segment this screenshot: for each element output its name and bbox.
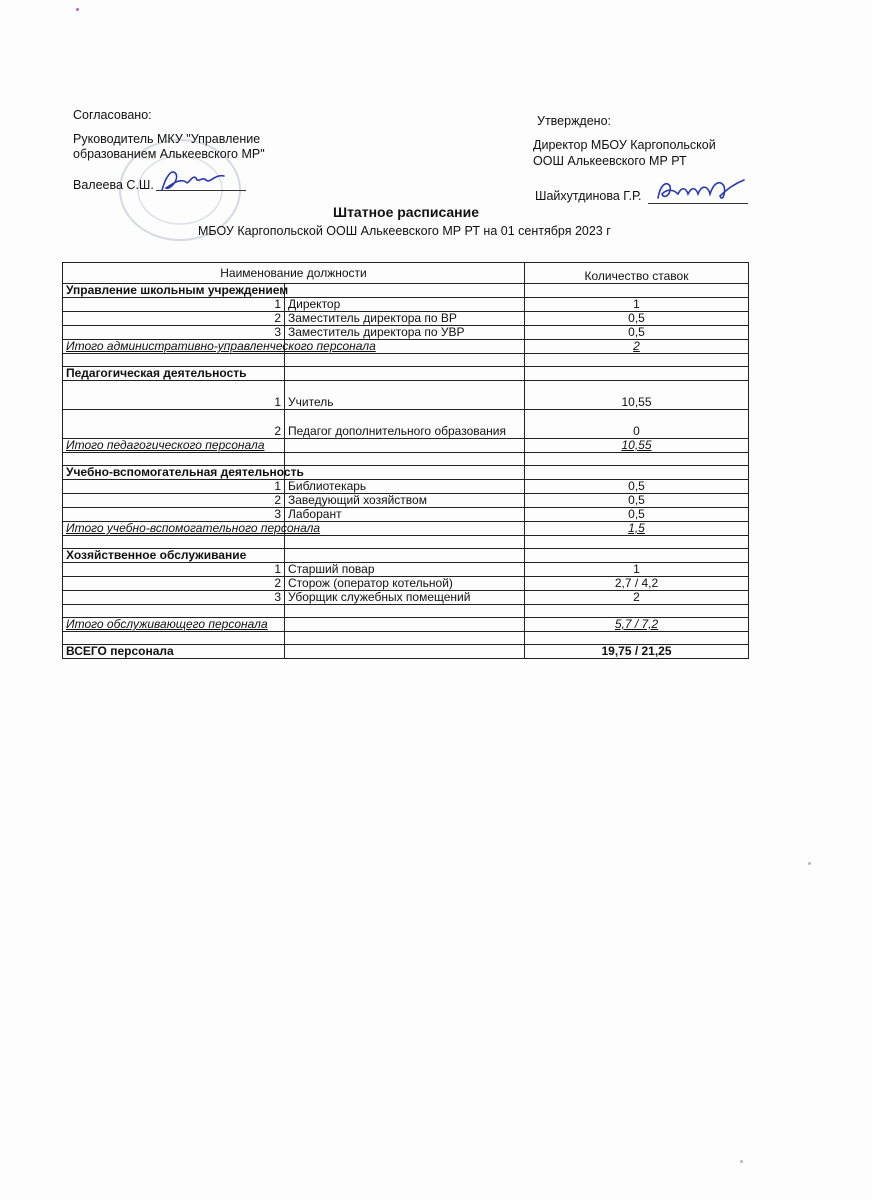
empty-cell xyxy=(285,632,525,645)
rate-value: 0 xyxy=(525,410,749,439)
table-row xyxy=(63,354,749,367)
position-name: Лаборант xyxy=(285,508,525,522)
empty-cell xyxy=(285,522,525,536)
position-name: Директор xyxy=(285,298,525,312)
table-row xyxy=(63,453,749,466)
table-row xyxy=(63,340,749,354)
table-row xyxy=(63,284,749,298)
staffing-table xyxy=(62,262,749,659)
position-name: Библиотекарь xyxy=(285,480,525,494)
row-number: 2 xyxy=(63,312,285,326)
row-number: 1 xyxy=(63,381,285,410)
position-name: Заведующий хозяйством xyxy=(285,494,525,508)
empty-cell xyxy=(525,284,749,298)
table-row xyxy=(63,367,749,381)
row-number: 2 xyxy=(63,494,285,508)
row-number: 3 xyxy=(63,326,285,340)
header-position: Наименование должности xyxy=(63,263,525,284)
position-name: Уборщик служебных помещений xyxy=(285,591,525,605)
document-subtitle: МБОУ Каргопольской ООШ Алькеевского МР РТ на 01 сентября 2023 г xyxy=(198,224,611,238)
position-name: Заместитель директора по ВР xyxy=(285,312,525,326)
empty-cell xyxy=(525,536,749,549)
empty-cell xyxy=(285,284,525,298)
row-number: 2 xyxy=(63,410,285,439)
position-name: Сторож (оператор котельной) xyxy=(285,577,525,591)
table-row xyxy=(63,381,749,410)
section-title: Хозяйственное обслуживание xyxy=(63,549,285,563)
subtotal-label: Итого обслуживающего персонала xyxy=(63,618,285,632)
empty-cell xyxy=(525,605,749,618)
position-name: Учитель xyxy=(285,381,525,410)
approval-right-position-line2: ООШ Алькеевского МР РТ xyxy=(533,154,687,168)
table-row xyxy=(63,439,749,453)
position-name: Заместитель директора по УВР xyxy=(285,326,525,340)
table-row xyxy=(63,632,749,645)
row-number: 1 xyxy=(63,563,285,577)
rate-value: 0,5 xyxy=(525,494,749,508)
empty-cell xyxy=(525,354,749,367)
position-name: Педагог дополнительного образования xyxy=(285,410,525,439)
table-row xyxy=(63,591,749,605)
table-row xyxy=(63,298,749,312)
empty-cell xyxy=(63,354,285,367)
table-row xyxy=(63,312,749,326)
rate-value: 2 xyxy=(525,591,749,605)
header-rate: Количество ставок xyxy=(525,263,749,284)
empty-cell xyxy=(285,367,525,381)
subtotal-value: 5,7 / 7,2 xyxy=(525,618,749,632)
empty-cell xyxy=(525,549,749,563)
approval-left-signer: Валеева С.Ш. xyxy=(73,178,154,192)
section-title: Педагогическая деятельность xyxy=(63,367,285,381)
grand-total-value: 19,75 / 21,25 xyxy=(525,645,749,659)
approval-right-position-line1: Директор МБОУ Каргопольской xyxy=(533,138,716,152)
empty-cell xyxy=(285,453,525,466)
empty-cell xyxy=(63,536,285,549)
rate-value: 0,5 xyxy=(525,326,749,340)
document-title: Штатное расписание xyxy=(333,204,480,220)
subtotal-value: 2 xyxy=(525,340,749,354)
subtotal-value: 10,55 xyxy=(525,439,749,453)
empty-cell xyxy=(285,618,525,632)
subtotal-label: Итого административно-управленческого персонала xyxy=(63,340,285,354)
rate-value: 1 xyxy=(525,563,749,577)
empty-cell xyxy=(285,605,525,618)
table-header-row xyxy=(63,263,749,284)
empty-cell xyxy=(63,632,285,645)
subtotal-label: Итого педагогического персонала xyxy=(63,439,285,453)
rate-value: 10,55 xyxy=(525,381,749,410)
approval-left-signature xyxy=(158,164,228,198)
empty-cell xyxy=(63,453,285,466)
empty-cell xyxy=(285,549,525,563)
table-row xyxy=(63,645,749,659)
row-number: 1 xyxy=(63,298,285,312)
table-row xyxy=(63,326,749,340)
scan-speck xyxy=(76,8,79,11)
rate-value: 2,7 / 4,2 xyxy=(525,577,749,591)
table-row xyxy=(63,522,749,536)
table-row xyxy=(63,508,749,522)
row-number: 3 xyxy=(63,591,285,605)
table-row xyxy=(63,536,749,549)
empty-cell xyxy=(525,453,749,466)
table-row xyxy=(63,605,749,618)
empty-cell xyxy=(285,439,525,453)
table-row xyxy=(63,494,749,508)
scan-speck xyxy=(740,1160,743,1163)
table-row xyxy=(63,563,749,577)
subtotal-label: Итого учебно-вспомогательного персонала xyxy=(63,522,285,536)
approval-right-signature xyxy=(650,172,750,210)
approval-left-position-line1: Руководитель МКУ "Управление xyxy=(73,132,261,146)
empty-cell xyxy=(525,466,749,480)
table-row xyxy=(63,577,749,591)
row-number: 2 xyxy=(63,577,285,591)
table-row xyxy=(63,410,749,439)
table-row xyxy=(63,466,749,480)
table-row xyxy=(63,480,749,494)
empty-cell xyxy=(285,645,525,659)
rate-value: 0,5 xyxy=(525,312,749,326)
empty-cell xyxy=(525,367,749,381)
approval-left-position-line2: образованием Алькеевского МР" xyxy=(73,147,265,161)
section-title: Учебно-вспомогательная деятельность xyxy=(63,466,285,480)
approval-right-label: Утверждено: xyxy=(537,114,612,128)
grand-total-label: ВСЕГО персонала xyxy=(63,645,285,659)
empty-cell xyxy=(285,354,525,367)
scan-speck xyxy=(808,862,811,865)
row-number: 3 xyxy=(63,508,285,522)
table-row xyxy=(63,549,749,563)
empty-cell xyxy=(285,466,525,480)
position-name: Старший повар xyxy=(285,563,525,577)
empty-cell xyxy=(63,605,285,618)
table-row xyxy=(63,618,749,632)
rate-value: 1 xyxy=(525,298,749,312)
empty-cell xyxy=(285,536,525,549)
row-number: 1 xyxy=(63,480,285,494)
rate-value: 0,5 xyxy=(525,480,749,494)
empty-cell xyxy=(525,632,749,645)
approval-left-label: Согласовано: xyxy=(73,108,152,122)
section-title: Управление школьным учреждением xyxy=(63,284,285,298)
rate-value: 0,5 xyxy=(525,508,749,522)
subtotal-value: 1,5 xyxy=(525,522,749,536)
approval-right-signer: Шайхутдинова Г.Р. xyxy=(535,189,642,203)
